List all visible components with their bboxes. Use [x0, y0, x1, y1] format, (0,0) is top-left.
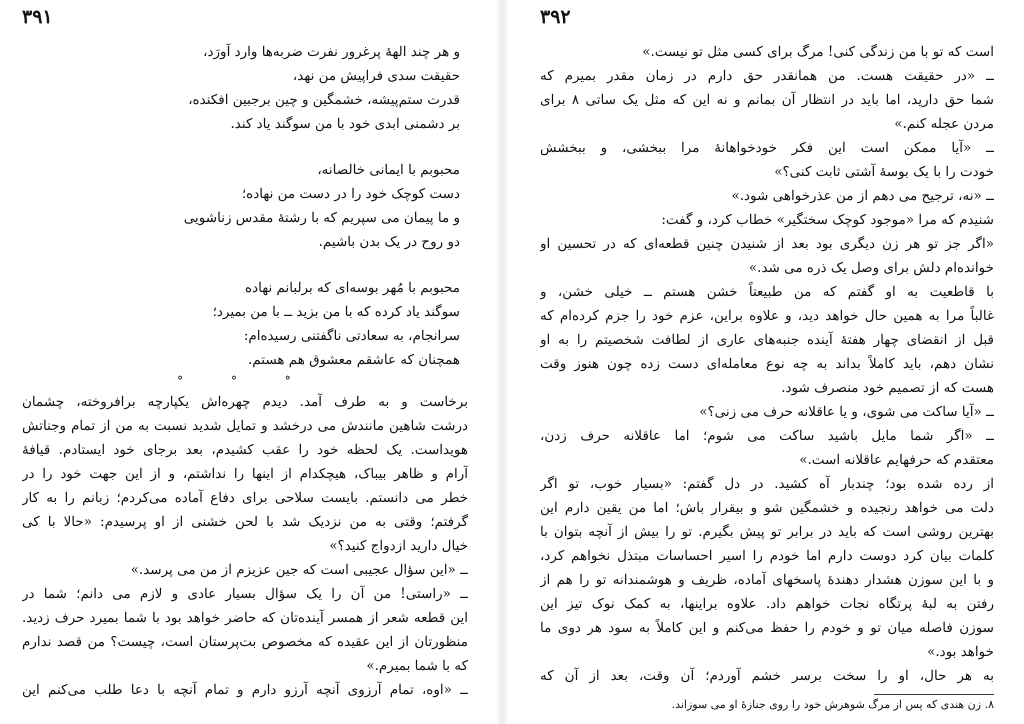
prose-line: شما حق دارید، اما باید در انتظار آن بمانم و نه این که مثل یک ساتی ۸ برای [540, 92, 994, 108]
verse-line: دست کوچک خود را در دست من نهاده؛ [241, 186, 460, 202]
prose-line: برخاست و به طرف آمد. دیدم چهره‌اش یکپارچه برافروخته، چشمان [22, 394, 468, 410]
prose-line: به هر حال، او را سخت برسر خشم آوردم؛ آن وقت، بعد از آن که [540, 668, 994, 684]
prose-line: ــ «این سؤال عجیبی است که جین عزیزم از من می پرسد.» [130, 562, 468, 578]
prose-line: ــ «اوه، تمام آرزوی آنچه آرزو دارم و تمام آنچه با دعا طلب می‌کنم این [22, 682, 468, 698]
prose-line: هویداست. یک لحظه خود را عقب کشیدم، بعد برجای خود ایستادم. قیافهٔ [22, 442, 468, 458]
prose-line: خطر می دانستم. بایست سلاحی برای دفاع آماده می‌کردم؛ زبانم را به کار [22, 490, 468, 506]
book-gutter [497, 0, 507, 724]
prose-line: «اگر جز تو هر زن دیگری بود بعد از شنیدن چنین قطعه‌ای که در تحسین او [540, 236, 994, 252]
verse-line: سرانجام، به سعادتی ناگفتنی رسیده‌ام: [243, 328, 460, 344]
verse-line: محبوبم با مُهر بوسه‌ای که برلبانم نهاده [245, 280, 460, 296]
left-page-content [22, 40, 468, 702]
prose-line: ــ «اگر شما مایل باشید ساکت می شوم؛ اما عاقلانه حرف زدن، [540, 428, 994, 444]
prose-line: با قاطعیت به او گفتم که من طبیعتاً خشن هستم ــ خیلی خشن، و [540, 284, 994, 300]
verse-line: و هر چند الههٔ پرغرور نفرت ضربه‌ها وارد آورَد، [203, 44, 460, 60]
prose-line: خودت را با یک بوسهٔ آشتی ثابت کنی؟» [774, 164, 994, 180]
prose-line: ــ «راستی! من آن را یک سؤال بسیار عادی و لازم می دانم؛ شما در [22, 586, 468, 602]
prose-line: درشت شاهین مانندش می درخشد و تمایل شدید نسبت به من از تمام وجناتش [22, 418, 468, 434]
verse-line: حقیقت سدی فراپیش من نهد، [292, 68, 460, 84]
prose-line: شنیدم که مرا «موجود کوچک سختگیر» خطاب کرد، و گفت: [661, 212, 994, 228]
verse-line: سوگند یاد کرده که با من بزید ــ با من بمیرد؛ [212, 304, 460, 320]
prose-line: خیال دارید ازدواج کنید؟» [329, 538, 468, 554]
right-page-content [540, 40, 994, 713]
left-page [0, 0, 492, 724]
prose-line: سوزن فاصله میان تو و خودم را حفظ می‌کنم و این کاملاً به سود هر دوی ما [540, 620, 994, 636]
prose-line: گرفتم؛ وقتی به من نزدیک شد با لحن خشنی از او پرسیدم: «حالا با کی [22, 514, 468, 530]
prose-line: هست که از تصمیم خود منصرف شود. [781, 380, 994, 396]
prose-line: ــ «نه، ترجیح می دهم از من عذرخواهی شود.» [731, 188, 994, 204]
prose-line: که با شما بمیرم.» [366, 658, 468, 674]
verse-line: همچنان که عاشقم معشوق هم هستم. [247, 352, 460, 368]
prose-line: دلت می خواهد رنجیده و خشمگین شو و بیقرار باش؛ اما من یقین دارم این [540, 500, 994, 516]
footnote: ۸. زن هندی که پس از مرگ شوهرش خود را روی جنازهٔ او می سوزاند. [671, 698, 994, 711]
prose-line: آرام و ظاهر بیباک، هیچکدام از اینها را نداشتم، و از این جهت خود را در [22, 466, 468, 482]
verse-line: بر دشمنی ابدی خود با من سوگند یاد کند. [230, 116, 460, 132]
prose-line: کلمات بیان کرد دوست دارم اما خودم را اسیر احساسات مبتذل نخواهم کرد، [540, 548, 994, 564]
verse-line: دو روح در یک بدن باشیم. [318, 234, 460, 250]
prose-line: معتقدم که حرفهایم عاقلانه است.» [799, 452, 994, 468]
prose-line: بهترین روشی است که باید در برابر تو پیش بگیرم. تو را بیش از آنچه بتوان با [540, 524, 994, 540]
prose-line: است که تو با من زندگی کنی! مرگ برای کسی مثل تو نیست.» [642, 44, 994, 60]
prose-line: از رده شده بود؛ چندبار آه کشید. در دل گفتم: «بسیار خوب، تو اگر [540, 476, 994, 492]
section-separator: ° ° ° [177, 374, 313, 388]
prose-line: نشان دهم، باید کاملاً بداند به چه نوع معامله‌ای دست زده چون هنوز وقت [540, 356, 994, 372]
prose-line: ــ «آیا ممکن است این فکر خودخواهانهٔ مرا ببخشی، و ببخشش [540, 140, 994, 156]
prose-line: قبل از انقضای چهار هفتهٔ آینده جنبه‌های عاری از لطافت شخصیتم را به او [540, 332, 994, 348]
prose-line: خوانده‌ام دلش برای وصل یک ذره می شد.» [748, 260, 994, 276]
poem-stanza-2 [22, 158, 468, 254]
verse-line: و ما پیمان می‌ سپریم که با رشتهٔ مقدس زناشویی [183, 210, 460, 226]
prose-line: و با این سوزن هشدار دهندهٔ پاسخهای آماده، ظریف و هوشمندانه تو را هم از [540, 572, 994, 588]
prose-line: غالباً مرا به همین حال خواهد دید، و علاوه براین، عزم خود را جزم کرده‌ام که [540, 308, 994, 324]
prose-line: این قطعه شعر از همسر آینده‌تان که حاضر خواهد بود با شما بمیرد حرف زدید. [22, 610, 468, 626]
verse-line: قدرت ستم‌پیشه، خشمگین و چین برجبین افکنده، [188, 92, 460, 108]
poem-stanza-1 [22, 40, 468, 136]
page-number: ۳۹۱ [22, 6, 53, 28]
prose-line: رفتن به لبهٔ پرتگاه نجات خواهم داد. علاوه براینها، به کمک نوک تیز این [540, 596, 994, 612]
verse-line: محبوبم با ایمانی خالصانه، [317, 162, 460, 178]
poem-stanza-3 [22, 276, 468, 372]
footnote-divider [874, 694, 994, 695]
prose-line: منظورتان از این عقیده که مخصوص بت‌پرستان است، چیست؟ من قصد ندارم [22, 634, 468, 650]
right-page [512, 0, 1024, 724]
prose-line: ــ «در حقیقت هست. من همانقدر حق دارم در زمان مقدر بمیرم که [540, 68, 994, 84]
left-prose [22, 390, 468, 702]
right-prose [540, 40, 994, 688]
page-number: ۳۹۲ [540, 6, 571, 28]
prose-line: مردن عجله کنم.» [894, 116, 994, 132]
prose-line: خواهد بود.» [927, 644, 994, 660]
prose-line: ــ «آیا ساکت می شوی، و یا عاقلانه حرف می زنی؟» [699, 404, 994, 420]
